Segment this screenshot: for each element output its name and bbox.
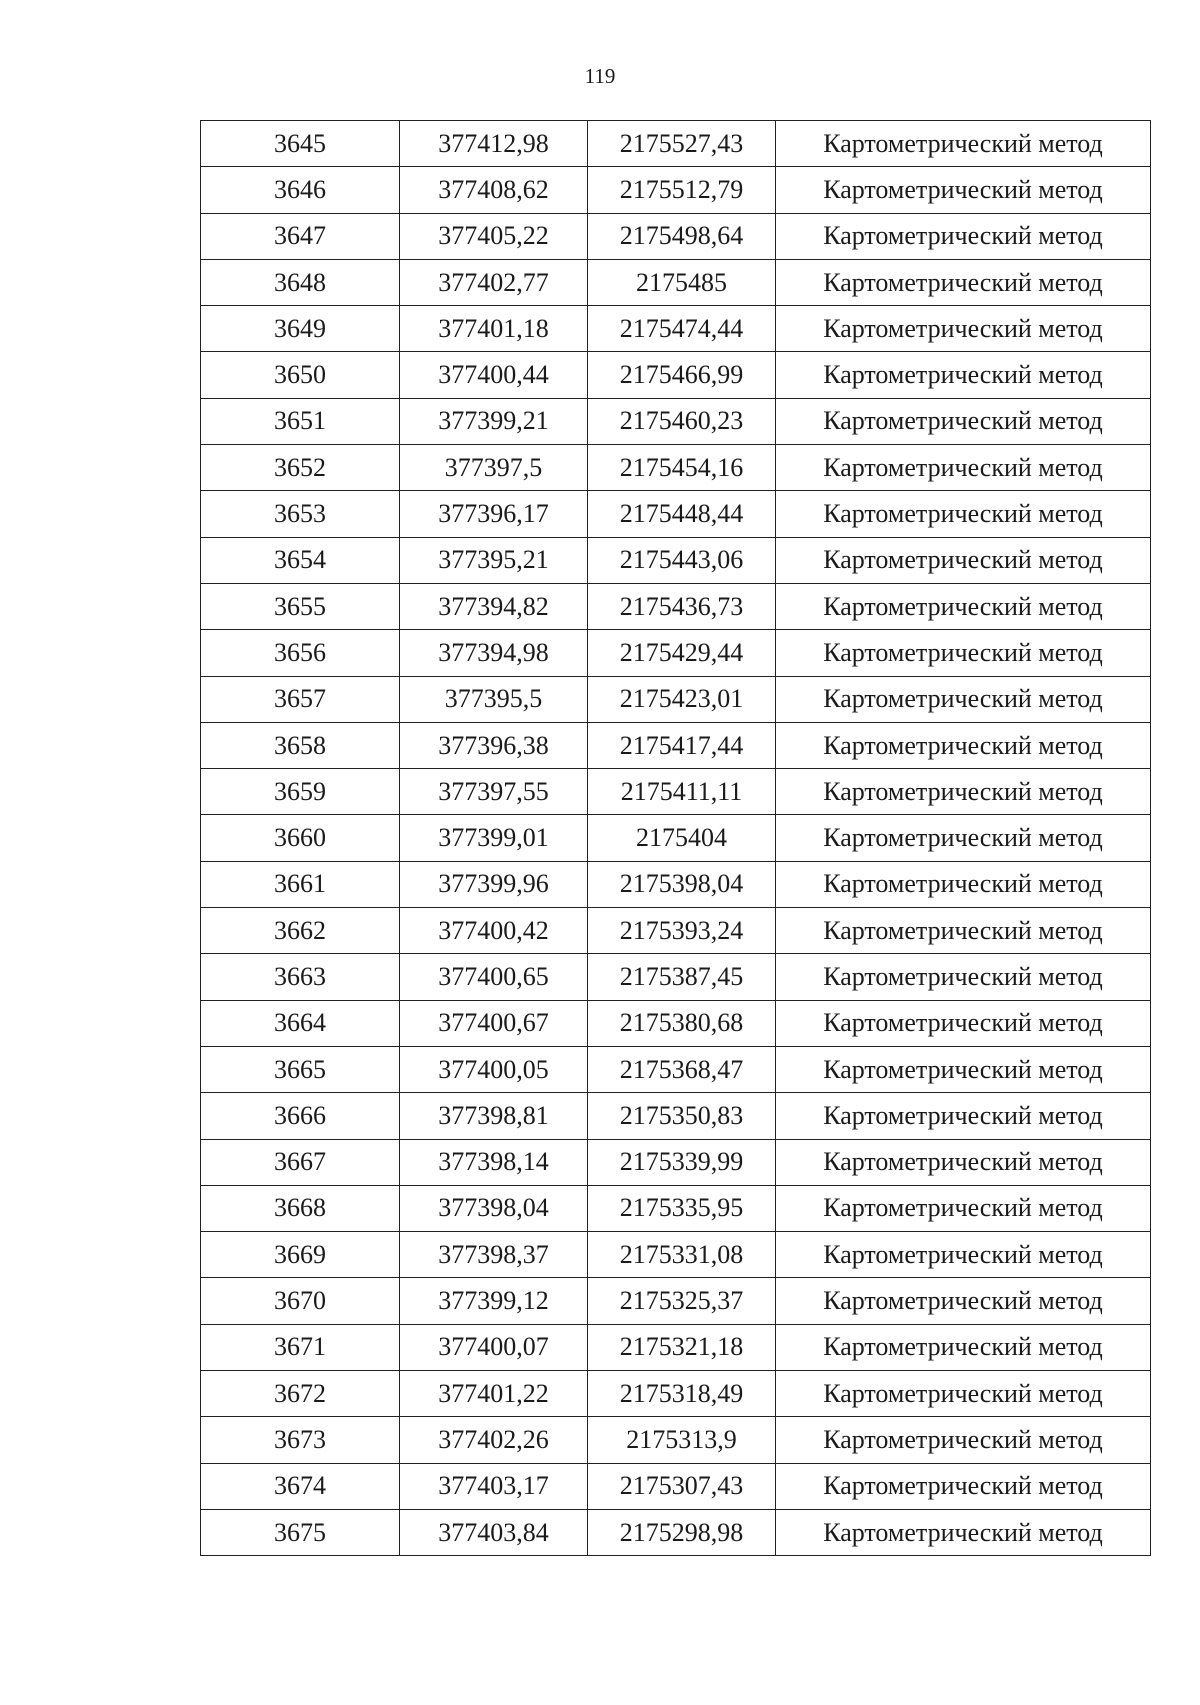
method-cell: Картометрический метод [776,722,1151,768]
table-row [201,1371,1151,1417]
y-coordinate-cell: 2175321,18 [588,1324,776,1370]
point-number-cell: 3654 [201,537,400,583]
y-coordinate-cell: 2175318,49 [588,1371,776,1417]
point-number-cell: 3672 [201,1371,400,1417]
y-coordinate-cell: 2175411,11 [588,769,776,815]
method-cell: Картометрический метод [776,676,1151,722]
point-number-cell: 3666 [201,1093,400,1139]
x-coordinate-cell: 377401,22 [400,1371,588,1417]
table-row [201,352,1151,398]
x-coordinate-cell: 377398,14 [400,1139,588,1185]
table-row [201,908,1151,954]
x-coordinate-cell: 377400,42 [400,908,588,954]
method-cell: Картометрический метод [776,1463,1151,1509]
x-coordinate-cell: 377399,12 [400,1278,588,1324]
x-coordinate-cell: 377400,07 [400,1324,588,1370]
y-coordinate-cell: 2175474,44 [588,306,776,352]
page-number: 119 [584,64,616,88]
method-cell: Картометрический метод [776,1232,1151,1278]
point-number-cell: 3665 [201,1046,400,1092]
y-coordinate-cell: 2175331,08 [588,1232,776,1278]
method-cell: Картометрический метод [776,352,1151,398]
y-coordinate-cell: 2175298,98 [588,1509,776,1555]
y-coordinate-cell: 2175429,44 [588,630,776,676]
method-cell: Картометрический метод [776,213,1151,259]
method-cell: Картометрический метод [776,1000,1151,1046]
point-number-cell: 3671 [201,1324,400,1370]
x-coordinate-cell: 377397,5 [400,445,588,491]
point-number-cell: 3652 [201,445,400,491]
method-cell: Картометрический метод [776,306,1151,352]
point-number-cell: 3673 [201,1417,400,1463]
point-number-cell: 3645 [201,121,400,167]
x-coordinate-cell: 377403,17 [400,1463,588,1509]
point-number-cell: 3661 [201,861,400,907]
point-number-cell: 3650 [201,352,400,398]
table-row [201,583,1151,629]
table-row [201,1139,1151,1185]
coordinates-table [200,120,1151,1556]
table-row [201,954,1151,1000]
point-number-cell: 3660 [201,815,400,861]
y-coordinate-cell: 2175339,99 [588,1139,776,1185]
x-coordinate-cell: 377401,18 [400,306,588,352]
method-cell: Картометрический метод [776,1139,1151,1185]
point-number-cell: 3649 [201,306,400,352]
table-row [201,1509,1151,1555]
table-row [201,167,1151,213]
x-coordinate-cell: 377400,05 [400,1046,588,1092]
method-cell: Картометрический метод [776,861,1151,907]
x-coordinate-cell: 377402,77 [400,259,588,305]
table-row [201,445,1151,491]
point-number-cell: 3648 [201,259,400,305]
x-coordinate-cell: 377398,04 [400,1185,588,1231]
table-row [201,1000,1151,1046]
table-row [201,306,1151,352]
method-cell: Картометрический метод [776,1371,1151,1417]
x-coordinate-cell: 377396,17 [400,491,588,537]
x-coordinate-cell: 377395,21 [400,537,588,583]
y-coordinate-cell: 2175527,43 [588,121,776,167]
y-coordinate-cell: 2175460,23 [588,398,776,444]
point-number-cell: 3667 [201,1139,400,1185]
method-cell: Картометрический метод [776,537,1151,583]
x-coordinate-cell: 377402,26 [400,1417,588,1463]
x-coordinate-cell: 377394,98 [400,630,588,676]
point-number-cell: 3653 [201,491,400,537]
method-cell: Картометрический метод [776,630,1151,676]
method-cell: Картометрический метод [776,769,1151,815]
x-coordinate-cell: 377400,44 [400,352,588,398]
x-coordinate-cell: 377412,98 [400,121,588,167]
table-row [201,861,1151,907]
method-cell: Картометрический метод [776,121,1151,167]
y-coordinate-cell: 2175307,43 [588,1463,776,1509]
method-cell: Картометрический метод [776,1185,1151,1231]
point-number-cell: 3663 [201,954,400,1000]
table-row [201,769,1151,815]
table-row [201,1278,1151,1324]
method-cell: Картометрический метод [776,815,1151,861]
point-number-cell: 3655 [201,583,400,629]
coordinates-table-body [201,121,1151,1556]
y-coordinate-cell: 2175335,95 [588,1185,776,1231]
y-coordinate-cell: 2175417,44 [588,722,776,768]
y-coordinate-cell: 2175485 [588,259,776,305]
x-coordinate-cell: 377395,5 [400,676,588,722]
x-coordinate-cell: 377397,55 [400,769,588,815]
point-number-cell: 3664 [201,1000,400,1046]
y-coordinate-cell: 2175448,44 [588,491,776,537]
point-number-cell: 3651 [201,398,400,444]
x-coordinate-cell: 377396,38 [400,722,588,768]
y-coordinate-cell: 2175466,99 [588,352,776,398]
y-coordinate-cell: 2175393,24 [588,908,776,954]
point-number-cell: 3647 [201,213,400,259]
point-number-cell: 3656 [201,630,400,676]
y-coordinate-cell: 2175387,45 [588,954,776,1000]
point-number-cell: 3675 [201,1509,400,1555]
y-coordinate-cell: 2175368,47 [588,1046,776,1092]
method-cell: Картометрический метод [776,954,1151,1000]
y-coordinate-cell: 2175350,83 [588,1093,776,1139]
table-row [201,676,1151,722]
x-coordinate-cell: 377399,01 [400,815,588,861]
method-cell: Картометрический метод [776,398,1151,444]
point-number-cell: 3659 [201,769,400,815]
method-cell: Картометрический метод [776,1509,1151,1555]
method-cell: Картометрический метод [776,1278,1151,1324]
method-cell: Картометрический метод [776,583,1151,629]
point-number-cell: 3662 [201,908,400,954]
table-row [201,1463,1151,1509]
table-row [201,537,1151,583]
point-number-cell: 3668 [201,1185,400,1231]
method-cell: Картометрический метод [776,1093,1151,1139]
table-row [201,815,1151,861]
y-coordinate-cell: 2175443,06 [588,537,776,583]
method-cell: Картометрический метод [776,445,1151,491]
y-coordinate-cell: 2175313,9 [588,1417,776,1463]
point-number-cell: 3674 [201,1463,400,1509]
y-coordinate-cell: 2175423,01 [588,676,776,722]
x-coordinate-cell: 377405,22 [400,213,588,259]
x-coordinate-cell: 377408,62 [400,167,588,213]
y-coordinate-cell: 2175512,79 [588,167,776,213]
x-coordinate-cell: 377403,84 [400,1509,588,1555]
point-number-cell: 3658 [201,722,400,768]
method-cell: Картометрический метод [776,259,1151,305]
x-coordinate-cell: 377400,65 [400,954,588,1000]
y-coordinate-cell: 2175398,04 [588,861,776,907]
table-row [201,121,1151,167]
y-coordinate-cell: 2175380,68 [588,1000,776,1046]
x-coordinate-cell: 377399,96 [400,861,588,907]
table-row [201,1093,1151,1139]
point-number-cell: 3670 [201,1278,400,1324]
y-coordinate-cell: 2175325,37 [588,1278,776,1324]
y-coordinate-cell: 2175498,64 [588,213,776,259]
method-cell: Картометрический метод [776,908,1151,954]
point-number-cell: 3669 [201,1232,400,1278]
table-row [201,1324,1151,1370]
point-number-cell: 3646 [201,167,400,213]
y-coordinate-cell: 2175454,16 [588,445,776,491]
x-coordinate-cell: 377400,67 [400,1000,588,1046]
table-row [201,722,1151,768]
method-cell: Картометрический метод [776,1324,1151,1370]
table-row [201,1185,1151,1231]
y-coordinate-cell: 2175436,73 [588,583,776,629]
method-cell: Картометрический метод [776,1417,1151,1463]
table-row [201,213,1151,259]
x-coordinate-cell: 377398,81 [400,1093,588,1139]
table-row [201,1232,1151,1278]
x-coordinate-cell: 377394,82 [400,583,588,629]
table-row [201,1046,1151,1092]
table-row [201,630,1151,676]
table-row [201,1417,1151,1463]
y-coordinate-cell: 2175404 [588,815,776,861]
x-coordinate-cell: 377399,21 [400,398,588,444]
x-coordinate-cell: 377398,37 [400,1232,588,1278]
method-cell: Картометрический метод [776,491,1151,537]
method-cell: Картометрический метод [776,167,1151,213]
table-row [201,259,1151,305]
table-row [201,491,1151,537]
point-number-cell: 3657 [201,676,400,722]
table-row [201,398,1151,444]
method-cell: Картометрический метод [776,1046,1151,1092]
